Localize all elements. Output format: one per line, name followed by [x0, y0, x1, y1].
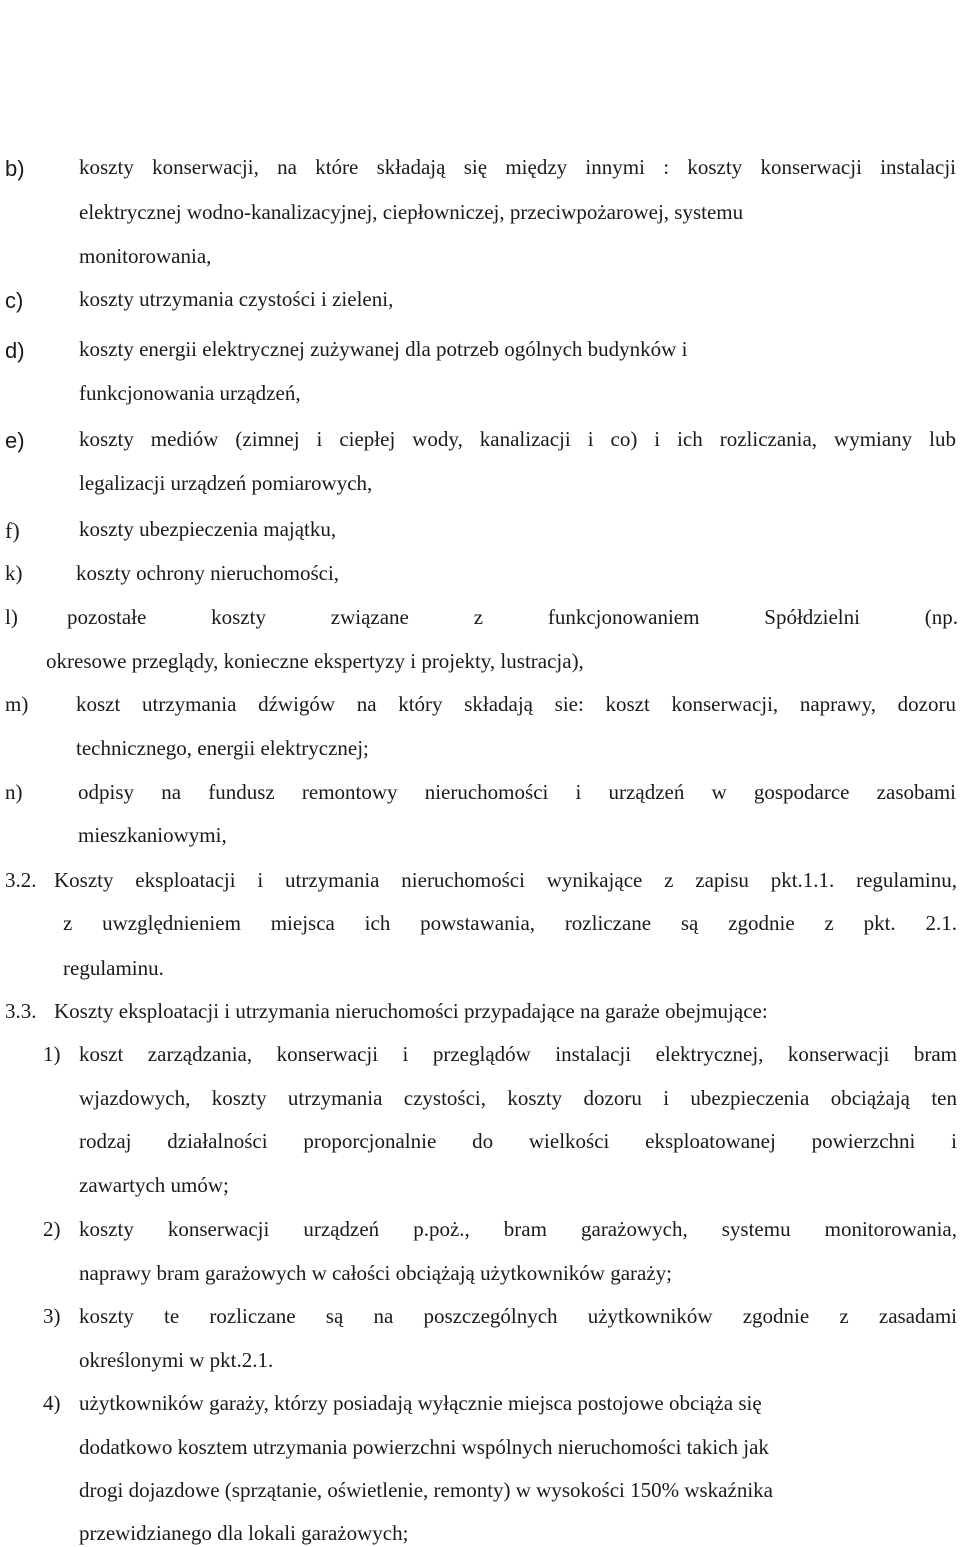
list-label-k: k): [5, 561, 23, 585]
point-1-line-4: zawartych umów;: [79, 1173, 229, 1197]
point-2-line-2: naprawy bram garażowych w całości obciążają użytkowników garaży;: [79, 1261, 672, 1285]
list-label-f: f): [5, 518, 20, 543]
list-label-b: b): [5, 156, 25, 181]
item-c-line-1: koszty utrzymania czystości i zieleni,: [79, 287, 394, 311]
section-3-3-heading: Koszty eksploatacji i utrzymania nieruchomości przypadające na garaże obejmujące:: [54, 999, 768, 1023]
list-label-n: n): [5, 780, 23, 804]
item-m-line-1: koszt utrzymania dźwigów na który składają sie: koszt konserwacji, naprawy, dozoru: [76, 692, 956, 716]
item-l-line-2: okresowe przeglądy, konieczne ekspertyzy i projekty, lustracja),: [46, 649, 584, 673]
point-4-line-3: drogi dojazdowe (sprzątanie, oświetlenie, remonty) w wysokości 150% wskaźnika: [79, 1478, 773, 1502]
point-1-line-3: rodzaj działalności proporcjonalnie do wielkości eksploatowanej powierzchni i: [79, 1129, 957, 1153]
item-e-line-1: koszty mediów (zimnej i ciepłej wody, kanalizacji i co) i ich rozliczania, wymiany lub: [79, 427, 956, 451]
point-1-line-1: koszt zarządzania, konserwacji i przeglądów instalacji elektrycznej, konserwacji bram: [79, 1042, 957, 1066]
item-b-line-3: monitorowania,: [79, 244, 212, 268]
section-3-2-line-1: Koszty eksploatacji i utrzymania nieruchomości wynikające z zapisu pkt.1.1. regulaminu,: [54, 868, 957, 892]
point-number-3: 3): [43, 1304, 61, 1328]
item-m-line-2: technicznego, energii elektrycznej;: [76, 736, 369, 760]
item-b-line-2: elektrycznej wodno-kanalizacyjnej, ciepłowniczej, przeciwpożarowej, systemu: [79, 200, 744, 224]
item-b-line-1: koszty konserwacji, na które składają się między innymi : koszty konserwacji instalacji: [79, 155, 956, 179]
point-number-4: 4): [43, 1391, 61, 1415]
item-d-line-1: koszty energii elektrycznej zużywanej dla potrzeb ogólnych budynków i: [79, 337, 688, 361]
point-number-1: 1): [43, 1042, 61, 1066]
list-label-e: e): [5, 428, 25, 453]
point-1-line-2: wjazdowych, koszty utrzymania czystości, koszty dozoru i ubezpieczenia obciążają ten: [79, 1086, 957, 1110]
section-3-2-line-2: z uwzględnieniem miejsca ich powstawania, rozliczane są zgodnie z pkt. 2.1.: [63, 911, 957, 935]
item-d-line-2: funkcjonowania urządzeń,: [79, 381, 301, 405]
item-e-line-2: legalizacji urządzeń pomiarowych,: [79, 471, 373, 495]
point-2-line-1: koszty konserwacji urządzeń p.poż., bram garażowych, systemu monitorowania,: [79, 1217, 957, 1241]
point-4-line-1: użytkowników garaży, którzy posiadają wyłącznie miejsca postojowe obciąża się: [79, 1391, 762, 1415]
list-label-l: l): [5, 605, 18, 629]
item-n-line-1: odpisy na fundusz remontowy nieruchomości i urządzeń w gospodarce zasobami: [78, 780, 956, 804]
list-label-c: c): [5, 288, 24, 313]
item-n-line-2: mieszkaniowymi,: [78, 823, 227, 847]
point-3-line-1: koszty te rozliczane są na poszczególnych użytkowników zgodnie z zasadami: [79, 1304, 957, 1328]
list-label-m: m): [5, 692, 29, 716]
item-k-line-1: koszty ochrony nieruchomości,: [76, 561, 340, 585]
point-number-2: 2): [43, 1217, 61, 1241]
section-number-3-3: 3.3.: [5, 999, 37, 1023]
item-l-line-1: pozostałe koszty związane z funkcjonowaniem Spółdzielni (np.: [67, 605, 958, 629]
point-4-line-2: dodatkowo kosztem utrzymania powierzchni wspólnych nieruchomości takich jak: [79, 1435, 769, 1459]
item-f-line-1: koszty ubezpieczenia majątku,: [79, 517, 337, 541]
list-label-d: d): [5, 338, 25, 363]
section-3-2-line-3: regulaminu.: [63, 956, 164, 980]
point-3-line-2: określonymi w pkt.2.1.: [79, 1348, 274, 1372]
section-number-3-2: 3.2.: [5, 868, 37, 892]
point-4-line-4: przewidzianego dla lokali garażowych;: [79, 1521, 409, 1545]
